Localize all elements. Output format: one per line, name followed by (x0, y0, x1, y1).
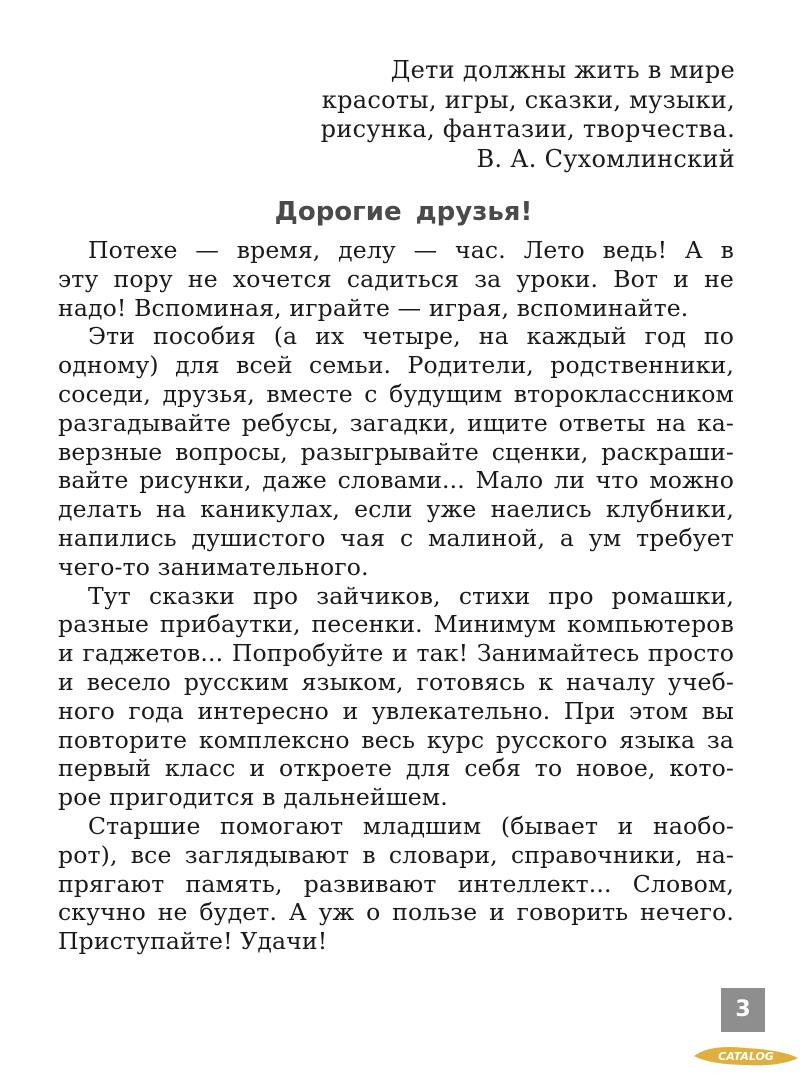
text-line: вайте рисунки, даже словами... Мало ли что можно (58, 466, 734, 495)
text-line: разгадывайте ребусы, загадки, ищите ответы на ка- (58, 408, 734, 437)
text-line: повторите комплексно весь курс русского языка за (58, 725, 734, 754)
text-line: напились душистого чая с малиной, а ум требует (58, 523, 734, 552)
page-number-badge: 3 (721, 988, 765, 1032)
text-line: Приступайте! Удачи! (58, 927, 328, 956)
text-line: делать на каникулах, если уже наелись клубники, (58, 495, 734, 524)
text-line: и гаджетов... Попробуйте и так! Занимайтесь просто (58, 639, 734, 668)
text-line: верзные вопросы, разыгрывайте сценки, раскраши- (58, 437, 734, 466)
text-line: соседи, друзья, вместе с будущим второклассником (58, 379, 734, 408)
text-line: рое пригодится в дальнейшем. (58, 783, 448, 812)
epigraph-line: красоты, игры, сказки, музыки, (321, 85, 735, 114)
text-line: прягают память, развивают интеллект... Словом, (58, 869, 734, 898)
epigraph-line: рисунка, фантазии, творчества. (320, 115, 735, 143)
epigraph-line: Дети должны жить в мире (390, 56, 735, 84)
text-line: Потехе — время, делу — час. Лето ведь! А в (88, 236, 734, 264)
body-text (58, 236, 734, 956)
paragraph (58, 236, 734, 322)
text-line: чего-то занимательного. (58, 552, 369, 581)
text-line: и весело русским языком, готовясь к началу учеб- (58, 667, 734, 696)
text-line: рот), все заглядывают в словари, справочники, на- (58, 840, 734, 869)
text-line: надо! Вспоминая, играйте — играя, вспоминайте. (58, 293, 689, 322)
text-line: первый класс и откроете для себя то новое, кото- (58, 754, 734, 783)
text-line: эту пору не хочется садиться за уроки. Вот и не (58, 264, 734, 293)
text-line: Эти пособия (а их четыре, на каждый год по (88, 322, 734, 351)
epigraph-author: В. А. Сухомлинский (476, 144, 735, 173)
text-line: скучно не будет. А уж о пользе и говорить нечего. (58, 898, 734, 927)
text-line: Тут сказки про зайчиков, стихи про ромашки, (88, 581, 734, 610)
text-line: разные прибаутки, песенки. Минимум компьютеров (58, 610, 734, 639)
paragraph (58, 812, 734, 956)
page-heading: Дорогие друзья! (274, 197, 533, 227)
watermark-logo (690, 1040, 802, 1070)
paragraph (58, 322, 734, 581)
text-line: Старшие помогают младшим (бывает и наобо- (88, 811, 734, 840)
paragraph (58, 582, 734, 812)
text-line: ного года интересно и увлекательно. При этом вы (58, 696, 734, 725)
text-line: одному) для всей семьи. Родители, родственники, (58, 351, 734, 380)
svg-text:CATALOG: CATALOG (718, 1050, 774, 1063)
epigraph (321, 56, 735, 174)
